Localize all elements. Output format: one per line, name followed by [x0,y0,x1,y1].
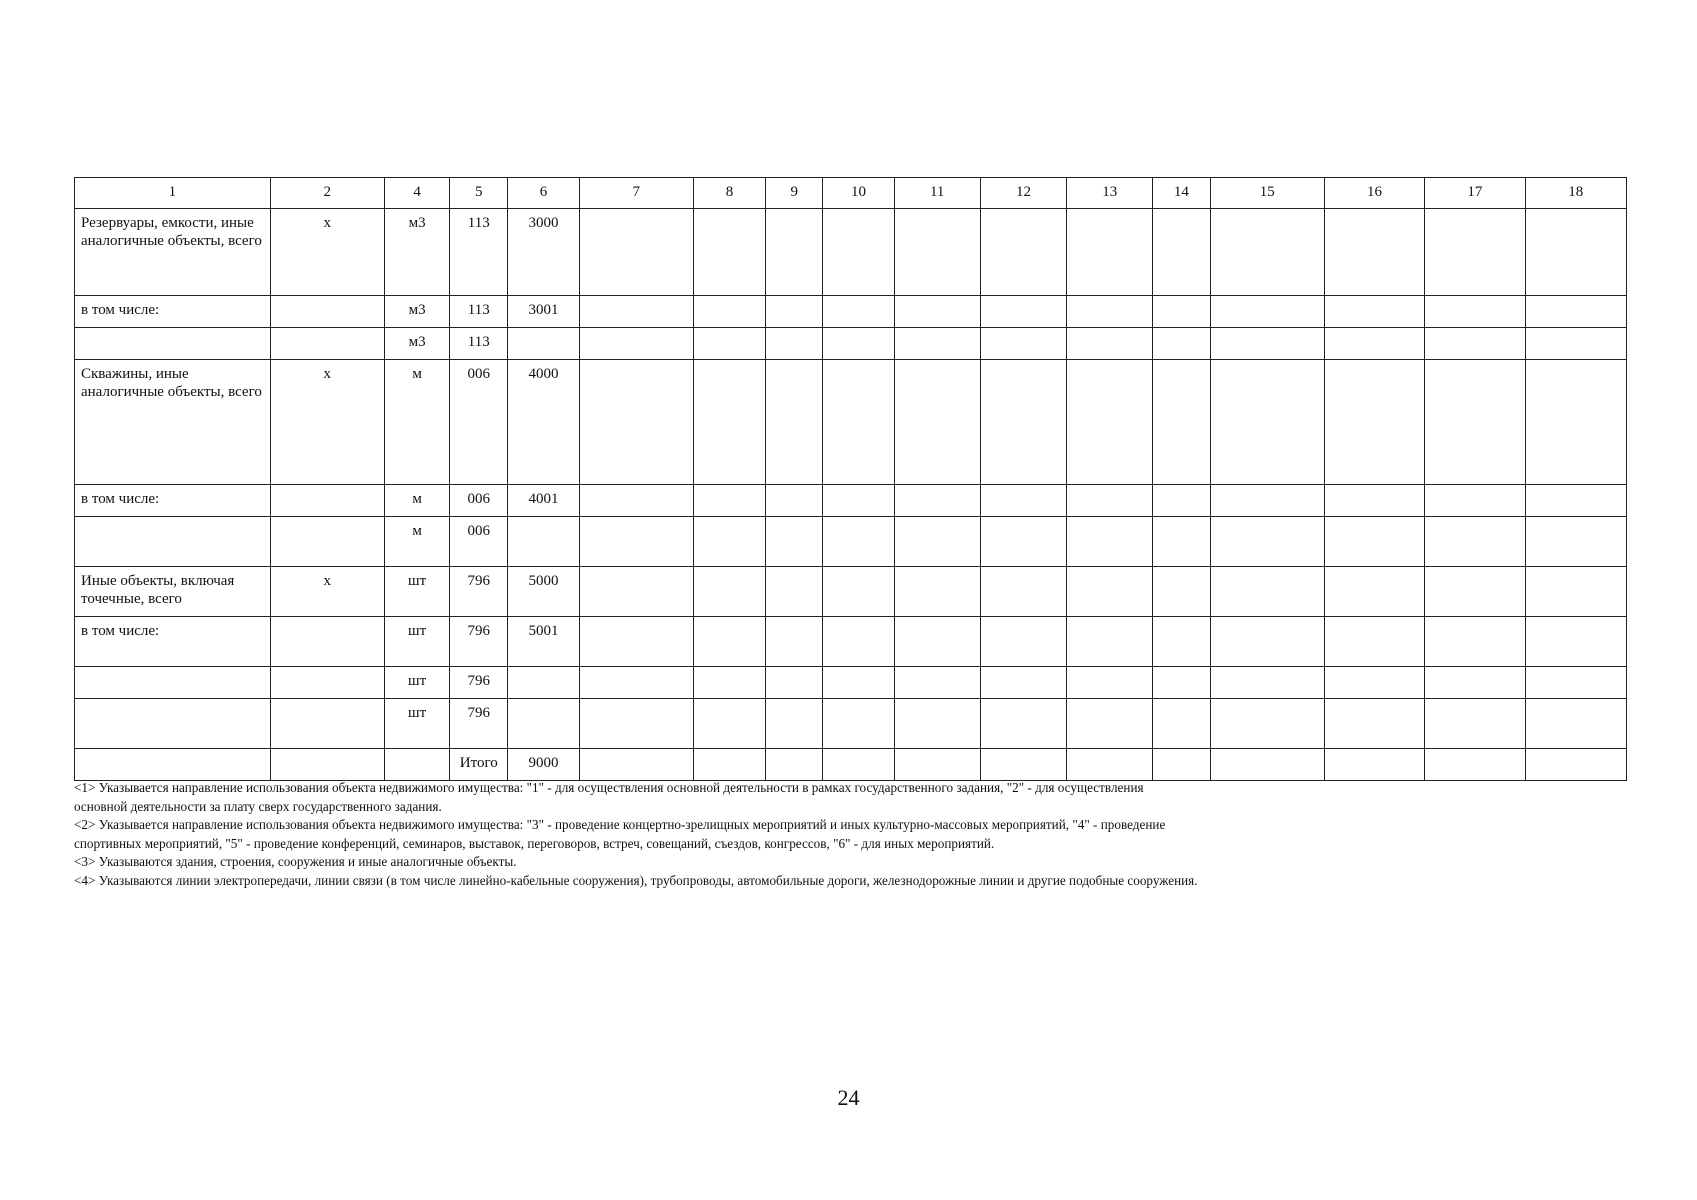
empty-cell [1425,328,1525,360]
page-number: 24 [837,1085,860,1110]
empty-cell [894,209,980,296]
cell-unit: м3 [384,209,449,296]
column-header: 13 [1067,178,1153,209]
empty-cell [1324,617,1424,667]
empty-cell [579,328,693,360]
empty-cell [1210,296,1324,328]
cell-unit: м [384,360,449,485]
cell-code: 796 [450,567,508,617]
column-header: 15 [1210,178,1324,209]
cell-line: 3001 [508,296,579,328]
empty-cell [823,517,894,567]
empty-cell [579,485,693,517]
column-header: 18 [1525,178,1627,209]
empty-cell [766,360,823,485]
footnote-line: основной деятельности за плату сверх государственного задания. [74,798,442,814]
footnote-line: <2> Указывается направление использования объекта недвижимого имущества: "3" - проведение концертно-зрелищных мероприятий и иных культурно-массовых мероприятий, "4" - проведение [74,817,1166,832]
empty-cell [1210,699,1324,749]
cell-unit: шт [384,617,449,667]
empty-cell [980,360,1066,485]
empty-cell [1210,749,1324,781]
cell-line [508,699,579,749]
cell-line [508,667,579,699]
cell-code: 796 [450,699,508,749]
footnote-line: <1> Указывается направление использования объекта недвижимого имущества: "1" - для осуществления основной деятельности в рамках государственного задания, "2" - для осуществления [74,780,1144,795]
empty-cell [1425,360,1525,485]
empty-cell [1324,360,1424,485]
empty-cell [1525,567,1627,617]
empty-cell [894,567,980,617]
empty-cell [1425,749,1525,781]
empty-cell [693,667,765,699]
empty-cell [1067,485,1153,517]
cell-col2: x [270,209,384,296]
cell-line: 5000 [508,567,579,617]
empty-cell [579,667,693,699]
empty-cell [1324,485,1424,517]
empty-cell [693,567,765,617]
empty-cell [823,567,894,617]
empty-cell [1425,296,1525,328]
empty-cell [1153,749,1210,781]
cell-code: 796 [450,667,508,699]
empty-cell [1067,360,1153,485]
table-row [75,699,1627,749]
table-row [75,567,1627,617]
table-row [75,749,1627,781]
empty-cell [693,296,765,328]
empty-cell [1525,699,1627,749]
empty-cell [894,749,980,781]
empty-cell [1067,517,1153,567]
empty-cell [823,749,894,781]
empty-cell [980,567,1066,617]
cell-unit: шт [384,667,449,699]
empty-cell [766,296,823,328]
cell-unit [384,749,449,781]
empty-cell [1210,667,1324,699]
empty-cell [1425,617,1525,667]
cell-line [508,517,579,567]
cell-name: в том числе: [75,617,271,667]
column-header: 11 [894,178,980,209]
empty-cell [823,328,894,360]
empty-cell [766,617,823,667]
empty-cell [1324,517,1424,567]
cell-code: 113 [450,209,508,296]
empty-cell [823,296,894,328]
empty-cell [980,699,1066,749]
cell-name: Резервуары, емкости, иные аналогичные объекты, всего [75,209,271,296]
cell-code: 113 [450,296,508,328]
empty-cell [1425,485,1525,517]
empty-cell [693,749,765,781]
empty-cell [1425,567,1525,617]
empty-cell [579,360,693,485]
empty-cell [1525,209,1627,296]
column-header: 4 [384,178,449,209]
cell-code: 006 [450,360,508,485]
empty-cell [980,209,1066,296]
table-row [75,485,1627,517]
empty-cell [766,749,823,781]
empty-cell [1525,617,1627,667]
empty-cell [980,667,1066,699]
empty-cell [823,667,894,699]
empty-cell [1525,749,1627,781]
column-header: 9 [766,178,823,209]
cell-name: Скважины, иные аналогичные объекты, всего [75,360,271,485]
empty-cell [1210,567,1324,617]
empty-cell [579,517,693,567]
cell-unit: м [384,517,449,567]
empty-cell [894,296,980,328]
empty-cell [579,209,693,296]
empty-cell [1324,567,1424,617]
empty-cell [1525,296,1627,328]
empty-cell [980,749,1066,781]
empty-cell [1210,328,1324,360]
empty-cell [766,517,823,567]
empty-cell [1525,667,1627,699]
cell-name: в том числе: [75,485,271,517]
cell-unit: м3 [384,328,449,360]
cell-unit: м [384,485,449,517]
empty-cell [579,296,693,328]
empty-cell [693,328,765,360]
empty-cell [1324,296,1424,328]
empty-cell [823,617,894,667]
empty-cell [1525,360,1627,485]
empty-cell [1425,209,1525,296]
empty-cell [1067,617,1153,667]
empty-cell [1067,296,1153,328]
footnote-line: <3> Указываются здания, строения, сооружения и иные аналогичные объекты. [74,854,517,869]
column-header: 5 [450,178,508,209]
empty-cell [693,360,765,485]
empty-cell [1153,617,1210,667]
empty-cell [1210,517,1324,567]
empty-cell [1525,485,1627,517]
column-header: 10 [823,178,894,209]
empty-cell [1153,296,1210,328]
cell-line: 4000 [508,360,579,485]
empty-cell [1324,209,1424,296]
empty-cell [894,617,980,667]
empty-cell [1210,209,1324,296]
cell-line: 4001 [508,485,579,517]
column-header: 7 [579,178,693,209]
empty-cell [1067,328,1153,360]
empty-cell [894,328,980,360]
column-header: 8 [693,178,765,209]
empty-cell [1525,328,1627,360]
column-header: 16 [1324,178,1424,209]
cell-col2: x [270,360,384,485]
empty-cell [1210,485,1324,517]
empty-cell [823,485,894,517]
empty-cell [894,360,980,485]
cell-name: в том числе: [75,296,271,328]
cell-col2 [270,749,384,781]
cell-line: 3000 [508,209,579,296]
cell-col2 [270,517,384,567]
empty-cell [1153,517,1210,567]
cell-col2 [270,667,384,699]
cell-unit: м3 [384,296,449,328]
empty-cell [1153,209,1210,296]
empty-cell [766,328,823,360]
empty-cell [1324,667,1424,699]
empty-cell [579,567,693,617]
empty-cell [693,617,765,667]
empty-cell [1067,567,1153,617]
empty-cell [766,567,823,617]
table-row [75,360,1627,485]
empty-cell [980,617,1066,667]
empty-cell [1067,699,1153,749]
cell-unit: шт [384,699,449,749]
cell-code: 006 [450,517,508,567]
table-row [75,667,1627,699]
property-table [74,177,1627,781]
empty-cell [693,485,765,517]
empty-cell [693,517,765,567]
cell-name [75,517,271,567]
empty-cell [1525,517,1627,567]
empty-cell [766,699,823,749]
footnotes [74,779,1574,890]
empty-cell [766,209,823,296]
empty-cell [1153,328,1210,360]
empty-cell [823,360,894,485]
footnote-line: спортивных мероприятий, "5" - проведение конференций, семинаров, выставок, переговоров, встреч, совещаний, съездов, конгрессов, "6" - для иных мероприятий. [74,835,995,851]
table-body [75,178,1627,781]
cell-line [508,328,579,360]
empty-cell [579,699,693,749]
cell-name [75,699,271,749]
empty-cell [1153,667,1210,699]
cell-code: Итого [450,749,508,781]
cell-name [75,328,271,360]
table-row [75,617,1627,667]
cell-col2 [270,296,384,328]
footnote-line: <4> Указываются линии электропередачи, линии связи (в том числе линейно-кабельные сооружения), трубопроводы, автомобильные дороги, железнодорожные линии и другие подобные сооружения. [74,872,1198,888]
empty-cell [894,517,980,567]
empty-cell [1153,360,1210,485]
column-header: 12 [980,178,1066,209]
empty-cell [1153,699,1210,749]
empty-cell [1324,328,1424,360]
column-header: 2 [270,178,384,209]
cell-code: 006 [450,485,508,517]
cell-unit: шт [384,567,449,617]
empty-cell [894,667,980,699]
empty-cell [1324,749,1424,781]
column-header: 6 [508,178,579,209]
empty-cell [1425,699,1525,749]
cell-col2 [270,485,384,517]
empty-cell [1425,517,1525,567]
cell-name [75,667,271,699]
empty-cell [823,699,894,749]
empty-cell [894,699,980,749]
empty-cell [1067,209,1153,296]
column-header: 1 [75,178,271,209]
empty-cell [1153,485,1210,517]
empty-cell [980,296,1066,328]
empty-cell [894,485,980,517]
empty-cell [693,699,765,749]
table-row [75,209,1627,296]
column-header: 17 [1425,178,1525,209]
empty-cell [693,209,765,296]
table-row [75,296,1627,328]
empty-cell [579,617,693,667]
cell-line: 5001 [508,617,579,667]
header-row [75,178,1627,209]
empty-cell [980,517,1066,567]
empty-cell [766,667,823,699]
cell-code: 796 [450,617,508,667]
empty-cell [1067,749,1153,781]
empty-cell [579,749,693,781]
empty-cell [980,485,1066,517]
cell-col2 [270,328,384,360]
empty-cell [1425,667,1525,699]
table-row [75,328,1627,360]
cell-col2: x [270,567,384,617]
cell-code: 113 [450,328,508,360]
empty-cell [766,485,823,517]
empty-cell [1210,617,1324,667]
cell-name: Иные объекты, включая точечные, всего [75,567,271,617]
cell-col2 [270,699,384,749]
empty-cell [1153,567,1210,617]
cell-line: 9000 [508,749,579,781]
cell-col2 [270,617,384,667]
table-row [75,517,1627,567]
empty-cell [980,328,1066,360]
empty-cell [1067,667,1153,699]
empty-cell [823,209,894,296]
empty-cell [1324,699,1424,749]
cell-name [75,749,271,781]
column-header: 14 [1153,178,1210,209]
empty-cell [1210,360,1324,485]
